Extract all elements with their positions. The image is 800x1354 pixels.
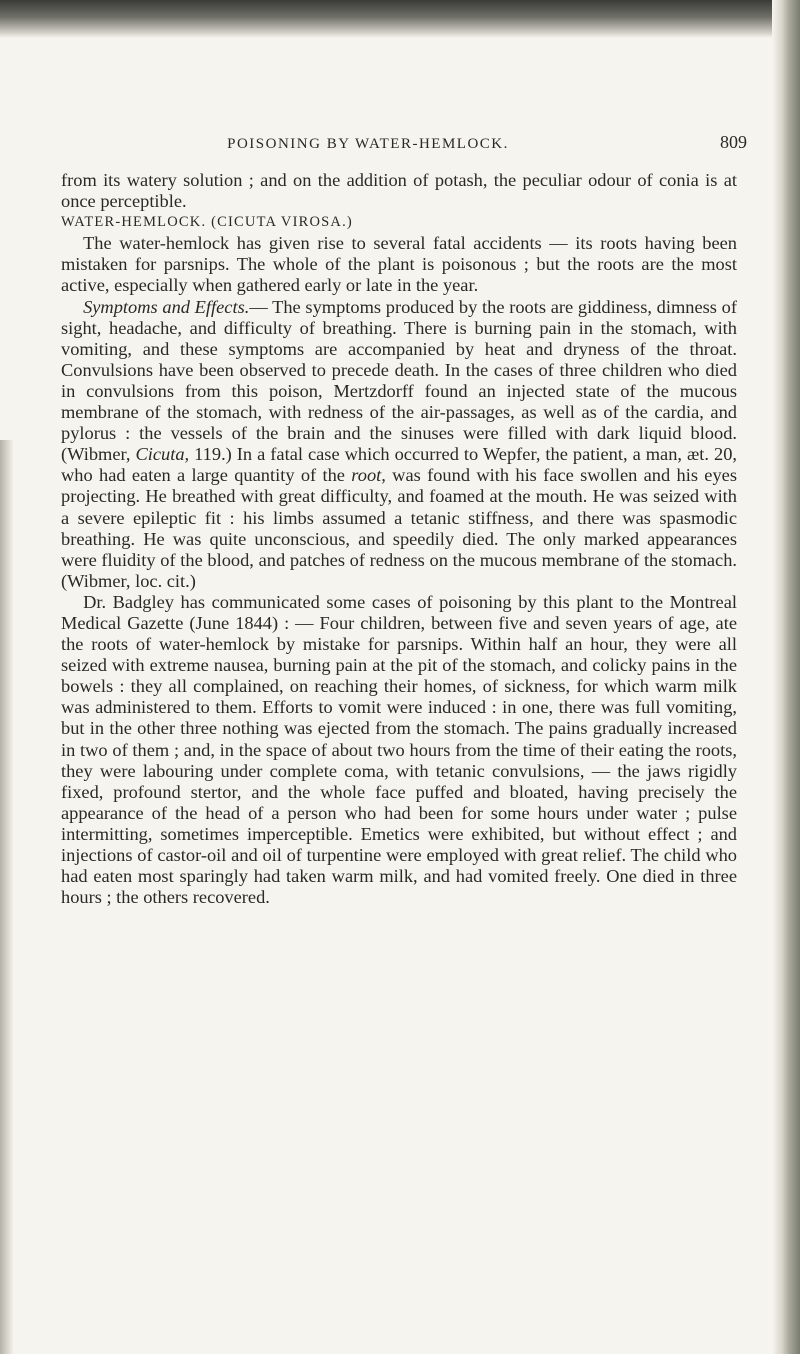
page-body bbox=[61, 170, 737, 908]
book-spine-edge bbox=[772, 0, 800, 1354]
intro-paragraph: from its watery solution ; and on the addition of potash, the peculiar odour of conia is at once perceptible. bbox=[61, 170, 737, 212]
paragraph-2-part-a: — The symptoms produced by the roots are giddiness, dimness of sight, headache, and difficulty of breathing. There is burning pain in the stomach, with vomiting, and these symptoms are accompanied by heat and dryness of the throat. Convulsions have been observed to precede death. In the cases of three children who died in convulsions from this poison, Mertzdorff found an injected state of the mucous membrane of the stomach, with redness of the air-passages, as well as of the cardia, and pylorus : the vessels of the brain and the sinuses were filled with dark liquid blood. (Wibmer, bbox=[61, 296, 737, 465]
paragraph-1: The water-hemlock has given rise to several fatal accidents — its roots having been mistaken for parsnips. The whole of the plant is poisonous ; but the roots are the most active, especially when gathered early or late in the year. bbox=[61, 233, 737, 296]
running-title: POISONING BY WATER-HEMLOCK. bbox=[227, 136, 509, 152]
page-top-shadow bbox=[0, 0, 800, 38]
paragraph-2-part-b: 119.) In a fatal case which occurred to Wepfer, the patient, a man, æt. 20, who had eaten a large quantity of the bbox=[61, 444, 737, 486]
page-left-edge bbox=[0, 440, 14, 1354]
symptoms-label: Symptoms and Effects. bbox=[83, 296, 250, 317]
citation-cicuta: Cicuta, bbox=[135, 444, 190, 465]
section-heading: WATER-HEMLOCK. (CICUTA VIROSA.) bbox=[61, 214, 353, 231]
paragraph-2 bbox=[61, 297, 737, 592]
running-header bbox=[148, 136, 668, 153]
page-number: 809 bbox=[720, 132, 747, 152]
paragraph-3: Dr. Badgley has communicated some cases of poisoning by this plant to the Montreal Medical Gazette (June 1844) : — Four children, between five and seven years of age, ate the roots of water-hemlock by mistake for parsnips. Within half an hour, they were all seized with extreme nausea, burning pain at the pit of the stomach, and colicky pains in the bowels : they all complained, on reaching their homes, of sickness, for which warm milk was administered to them. Efforts to vomit were induced : in one, there was full vomiting, but in the other three nothing was ejected from the stomach. The pains gradually increased in two of them ; and, in the space of about two hours from the time of their eating the roots, they were labouring under complete coma, with tetanic convulsions, — the jaws rigidly fixed, profound stertor, and the whole face puffed and bloated, having precisely the appearance of the head of a person who had been for some hours under water ; pulse intermitting, sometimes imperceptible. Emetics were exhibited, but without effect ; and injections of castor-oil and oil of turpentine were employed with great relief. The child who had eaten most sparingly had taken warm milk, and had vomited freely. One died in three hours ; the others recovered. bbox=[61, 591, 737, 908]
root-emphasis: root, bbox=[351, 465, 386, 486]
paragraph-2-part-c: was found with his face swollen and his eyes projecting. He breathed with great difficulty, and foamed at the mouth. He was seized with a severe epileptic fit : his limbs assumed a tetanic stiffness, and there was spasmodic breathing. He was quite unconscious, and speedily died. The only marked appearances were fluidity of the blood, and patches of redness on the mucous membrane of the stomach. (Wibmer, loc. cit.) bbox=[61, 465, 737, 591]
